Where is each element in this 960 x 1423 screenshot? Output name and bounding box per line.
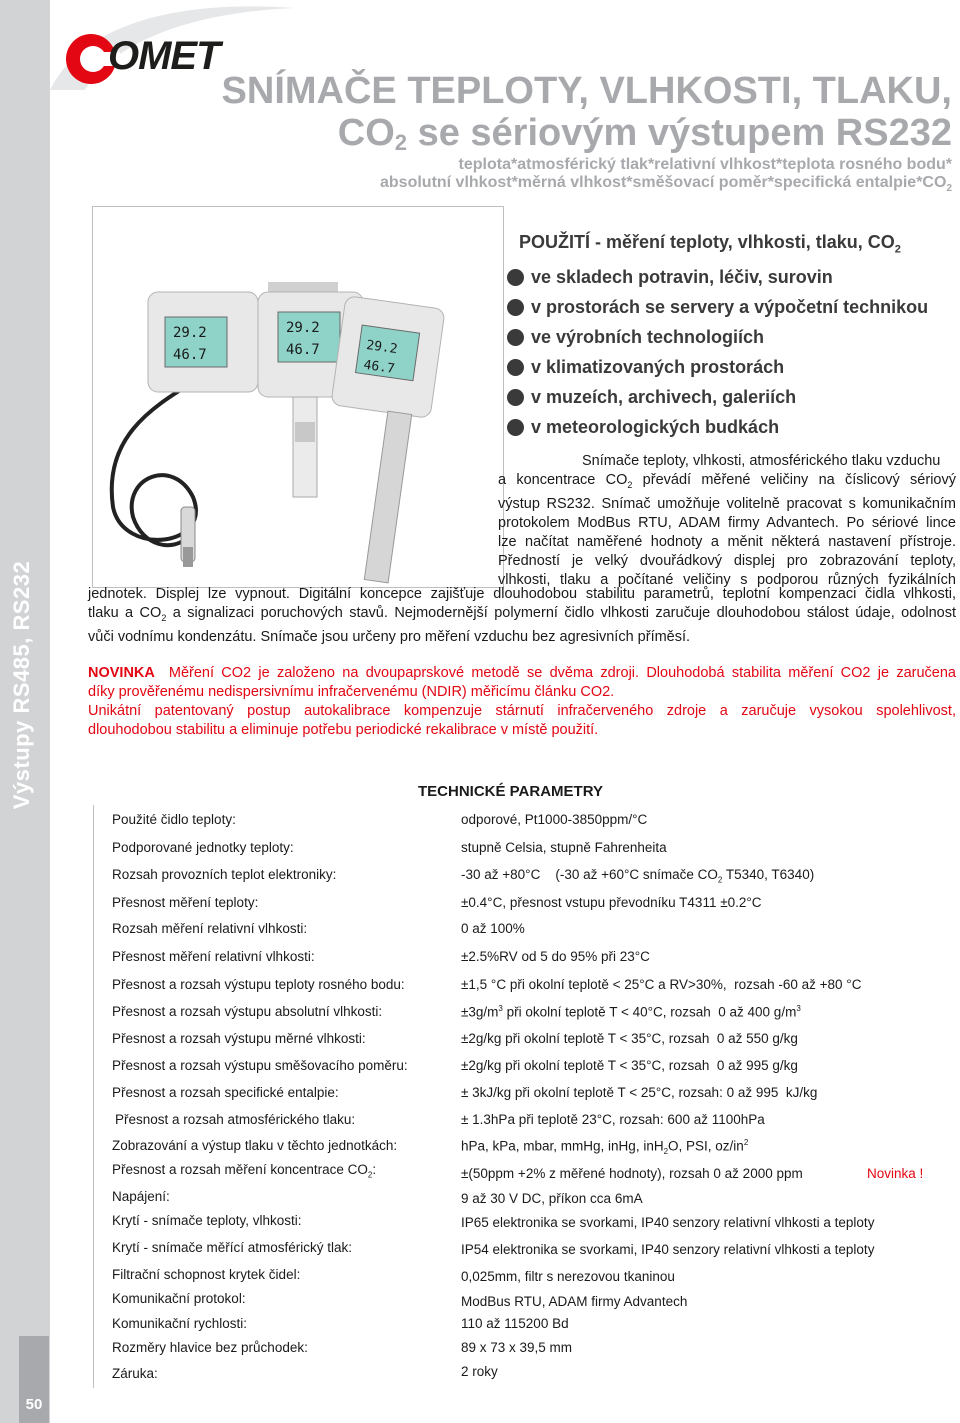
list-item: v meteorologických budkách — [507, 412, 928, 442]
description-text: Snímače teploty, vlhkosti, atmosférického tlaku vzduchu a koncentrace $CO_2$ převádí měřené veličiny na číslicový sériový výstup RS232. Snímač umožňuje volitelně pracovat s komunikačním protokolem ModBus RTU, ADAM firmy Advantech. Po sériové lince lze načítat naměřené hodnoty a měnit některá nastavení přístroje. Předností je velký dvouřádkový displej pro zobrazování teploty, vlhkosti, tlaku a počítané veličiny s podporou různých fyzikálních — [498, 453, 956, 588]
page-title-line2: $CO_2$ se sériovým výstupem RS232 — [337, 112, 952, 155]
subtitle-line1: teplota*atmosférický tlak*relativní vlhkost*teplota rosného bodu* — [458, 156, 952, 173]
product-photo — [92, 206, 504, 588]
subtitle-line2: absolutní vlhkost*měrná vlhkost*směšovací poměr*specifická $entalpie*CO_2$ — [380, 174, 952, 195]
bullet-icon — [507, 329, 524, 346]
device1-display-top: 29.2 — [173, 325, 207, 341]
device3-display-top: 29.2 — [365, 337, 399, 358]
novinka-text: NOVINKA Měření CO2 je založeno na dvoupaprskové metodě se dvěma zdroji. Dlouhodobá stabilita měření CO2 je zaručena díky prověřenému nedispersivnímu infračervenému (NDIR) měřicímu článku CO2. Unikátní patentovaný postup autokalibrace kompenzuje stárnutí infračerveného zdroje a zaručuje vysokou spolehlivost, dlouhodobou stabilitu a eliminuje potřebu periodické rekalibrace v místě použití. — [88, 665, 956, 738]
novinka-label: NOVINKA — [88, 665, 155, 681]
sidebar — [0, 0, 50, 1423]
list-item: ve skladech potravin, léčiv, surovin — [507, 262, 928, 292]
list-item: v klimatizovaných prostorách — [507, 352, 928, 382]
description-text-full: jednotek. Displej lze vypnout. Digitální koncepce zajišťuje dlouhodobou stabilitu parametrů, teplotní kompenzaci čidla vlhkosti, tlaku a $CO_2$ a signalizaci poruchových stavů. Nejmodernější polymerní čidlo vlhkosti zaručuje dlouhodobou stálost údaje, odolnost vůči vodnímu kondenzátu. Snímače jsou určeny pro měření vzduchu bez agresivních příměsí. — [88, 586, 956, 645]
page-title: SNÍMAČE TEPLOTY, VLHKOSTI, TLAKU, — [221, 70, 952, 112]
specs-heading: TECHNICKÉ PARAMETRY — [418, 783, 604, 800]
bullet-icon — [507, 359, 524, 376]
device2-display-top: 29.2 — [286, 320, 320, 336]
bullet-icon — [507, 389, 524, 406]
usage-heading: POUŽITÍ - měření teploty, vlhkosti, tlaku, $CO_2$ — [519, 232, 901, 256]
device3-display-bottom: 46.7 — [362, 357, 396, 377]
list-item: ve výrobních technologiích — [507, 322, 928, 352]
section-label: Výstupy RS485, RS232 — [9, 560, 34, 810]
bullet-icon — [507, 269, 524, 286]
list-item: v muzeích, archivech, galeriích — [507, 382, 928, 412]
usage-list — [507, 262, 928, 442]
device2-display-bottom: 46.7 — [286, 342, 320, 358]
bullet-icon — [507, 419, 524, 436]
page-number-box — [19, 1336, 49, 1423]
logo-text: OMET — [108, 34, 220, 78]
novinka-note: Novinka ! — [867, 1166, 924, 1181]
devices-illustration — [93, 207, 503, 587]
list-item: v prostorách se servery a výpočetní technikou — [507, 292, 928, 322]
page-number: 50 — [25, 1396, 43, 1413]
bullet-icon — [507, 299, 524, 316]
device1-display-bottom: 46.7 — [173, 347, 207, 363]
